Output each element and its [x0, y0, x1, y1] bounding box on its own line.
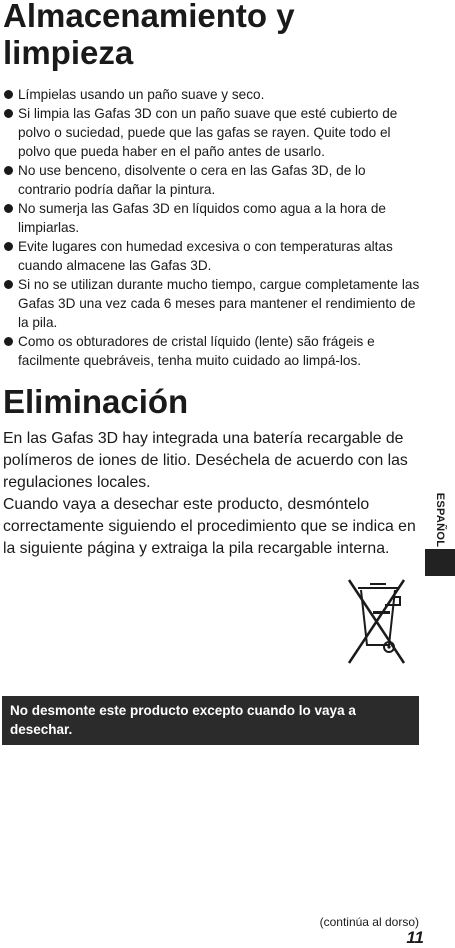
continued-note: (continúa al dorso) [319, 915, 419, 929]
disposal-paragraph: En las Gafas 3D hay integrada una batería recargable de polímeros de iones de litio. Deséchela de acuerdo con las regulaciones locales. [3, 430, 408, 491]
storage-list [3, 85, 421, 370]
list-item: Límpielas usando un paño suave y seco. [3, 85, 421, 104]
bullet-icon [4, 242, 13, 251]
page-number: 11 [406, 928, 424, 947]
disposal-body [3, 428, 421, 560]
storage-heading: Almacenamiento y limpieza [3, 0, 295, 71]
bullet-icon [4, 337, 13, 346]
bullet-icon [4, 90, 13, 99]
language-tab-label: ESPAÑOL [434, 492, 446, 548]
language-tab-marker [425, 549, 455, 576]
list-item: Si limpia las Gafas 3D con un paño suave que esté cubierto de polvo o suciedad, puede que las gafas se rayen. Quite todo el polvo que pueda haber en el paño antes de usarlo. [3, 104, 421, 161]
list-item: Como os obturadores de cristal líquido (lente) são frágeis e facilmente quebráveis, tenha muito cuidado ao limpá-los. [3, 332, 421, 370]
crossed-out-wheelie-bin-icon [342, 577, 412, 667]
bullet-icon [4, 204, 13, 213]
disposal-paragraph: Cuando vaya a desechar este producto, desmóntelo correctamente siguiendo el procedimiento que se indica en la siguiente página y extraiga la pila recargable interna. [3, 496, 416, 557]
list-item: No use benceno, disolvente o cera en las Gafas 3D, de lo contrario podría dañar la pintura. [3, 161, 421, 199]
bullet-icon [4, 280, 13, 289]
bullet-icon [4, 109, 13, 118]
disposal-heading: Eliminación [3, 383, 189, 420]
list-item: Evite lugares con humedad excesiva o con temperaturas altas cuando almacene las Gafas 3D. [3, 237, 421, 275]
warning-box: No desmonte este producto excepto cuando lo vaya a desechar. [2, 696, 419, 745]
list-item: Si no se utilizan durante mucho tiempo, cargue completamente las Gafas 3D una vez cada 6 meses para mantener el rendimiento de la pila. [3, 275, 421, 332]
list-item: No sumerja las Gafas 3D en líquidos como agua a la hora de limpiarlas. [3, 199, 421, 237]
bullet-icon [4, 166, 13, 175]
